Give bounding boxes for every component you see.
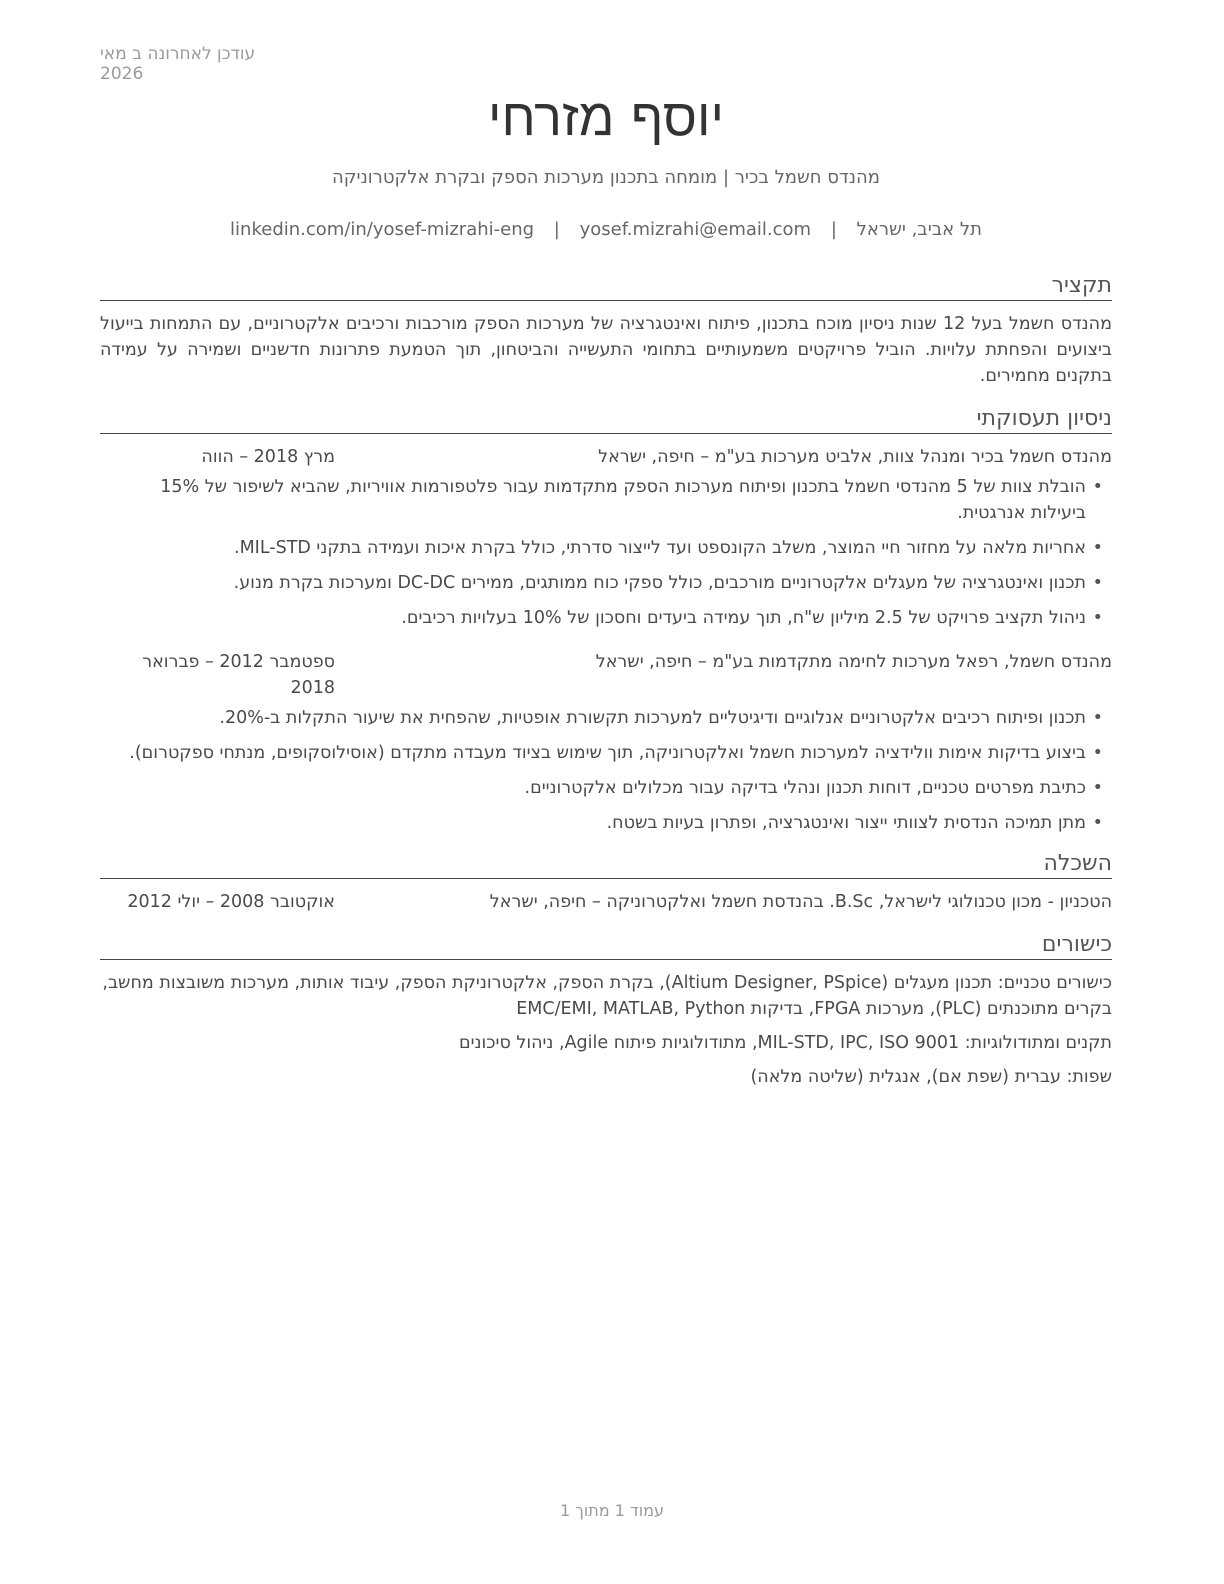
job-bullet: • כתיבת מפרטים טכניים, דוחות תכנון ונהלי בדיקה עבור מכלולים אלקטרוניים. — [100, 775, 1086, 801]
job-bullet: • תכנון ואינטגרציה של מעגלים אלקטרוניים מורכבים, כולל ספקי כוח ממותגים, ממירים DC-DC ומערכות בקרת מנוע. — [100, 570, 1086, 596]
summary-text: מהנדס חשמל בעל 12 שנות ניסיון מוכח בתכנון, פיתוח ואינטגרציה של מערכות הספק מורכבות ורכיבים אלקטרוניים, עם התמחות בייעול ביצועים והפחתת עלויות. הוביל פרויקטים משמעותיים בתחומי התעשייה והביטחון, תוך הטמעת פתרונות חדשניים ושמירה על עמידה בתקנים מחמירים. — [100, 314, 1112, 386]
job-dates: ספטמבר 2012 – פברואר 2018 — [142, 652, 335, 698]
section-title-experience: ניסיון תעסוקתי — [100, 405, 1112, 434]
skill-line: שפות: עברית (שפת אם), אנגלית (שליטה מלאה) — [750, 1067, 1112, 1087]
job-bullet: • תכנון ופיתוח רכיבים אלקטרוניים אנלוגיים ודיגיטליים למערכות תקשורת אופטיות, שהפחית את שיעור התקלות ב-20%. — [100, 705, 1086, 731]
contact-email[interactable]: yosef.mizrahi@email.com — [579, 219, 812, 240]
job-bullet: • ניהול תקציב פרויקט של 2.5 מיליון ש"ח, תוך עמידה ביעדים וחסכון של 10% בעלויות רכיבים. — [100, 605, 1086, 631]
skill-line: תקנים ומתודולוגיות: MIL-STD, IPC, ISO 9001, מתודולוגיות פיתוח Agile, ניהול סיכונים — [458, 1033, 1112, 1053]
last-updated: עודכן לאחרונה ב מאי 2026 — [100, 44, 256, 84]
job-title: מהנדס חשמל בכיר ומנהל צוות, אלביט מערכות בע"מ – חיפה, ישראל — [598, 447, 1112, 467]
job-entry — [100, 444, 1112, 631]
contact-separator: | — [553, 219, 560, 240]
job-bullet: • מתן תמיכה הנדסית לצוותי ייצור ואינטגרציה, ופתרון בעיות בשטח. — [100, 810, 1086, 836]
job-bullets — [100, 474, 1112, 631]
education-entry — [100, 889, 1112, 915]
skills-section — [100, 931, 1112, 1090]
summary-section — [100, 272, 1112, 389]
education-section — [100, 850, 1112, 915]
headline: מהנדס חשמל בכיר | מומחה בתכנון מערכות הספק ובקרת אלקטרוניקה — [332, 167, 880, 188]
candidate-name: יוסף מזרחי — [487, 88, 725, 148]
contact-line — [100, 218, 1112, 242]
job-header — [100, 444, 1112, 470]
section-title-education: השכלה — [100, 850, 1112, 879]
job-bullets — [100, 705, 1112, 836]
section-title-skills: כישורים — [100, 931, 1112, 960]
job-title: מהנדס חשמל, רפאל מערכות לחימה מתקדמות בע"מ – חיפה, ישראל — [595, 652, 1112, 672]
section-title-summary: תקציר — [100, 272, 1112, 301]
job-bullet: • ביצוע בדיקות אימות וולידציה למערכות חשמל ואלקטרוניקה, תוך שימוש בציוד מעבדה מתקדם (אוסילוסקופים, מנתחי ספקטרום). — [100, 740, 1086, 766]
experience-section — [100, 405, 1112, 836]
resume-page — [100, 0, 1112, 1098]
job-header — [100, 649, 1112, 701]
education-degree: הטכניון - מכון טכנולוגי לישראל, B.Sc. בהנדסת חשמל ואלקטרוניקה – חיפה, ישראל — [489, 892, 1112, 912]
job-bullet: • הובלת צוות של 5 מהנדסי חשמל בתכנון ופיתוח מערכות הספק מתקדמות עבור פלטפורמות אוויריות, שהביא לשיפור של 15% ביעילות אנרגטית. — [100, 474, 1086, 526]
education-dates: אוקטובר 2008 – יולי 2012 — [127, 892, 335, 912]
job-bullet: • אחריות מלאה על מחזור חיי המוצר, משלב הקונספט ועד לייצור סדרתי, כולל בקרת איכות ועמידה בתקני MIL-STD. — [100, 535, 1086, 561]
contact-linkedin[interactable]: linkedin.com/in/yosef-mizrahi-eng — [230, 219, 535, 240]
job-entry — [100, 649, 1112, 836]
page-footer: עמוד 1 מתוך 1 — [560, 1501, 664, 1520]
contact-location: תל אביב, ישראל — [856, 219, 982, 240]
job-dates: מרץ 2018 – הווה — [201, 447, 335, 467]
skill-line: כישורים טכניים: תכנון מעגלים (Altium Designer, PSpice), בקרת הספק, אלקטרוניקת הספק, עיבוד אותות, מערכות משובצות מחשב, בקרים מתוכנתים (PLC), מערכות FPGA, בדיקות EMC/EMI, MATLAB, Python — [102, 973, 1112, 1019]
contact-separator: | — [830, 219, 837, 240]
